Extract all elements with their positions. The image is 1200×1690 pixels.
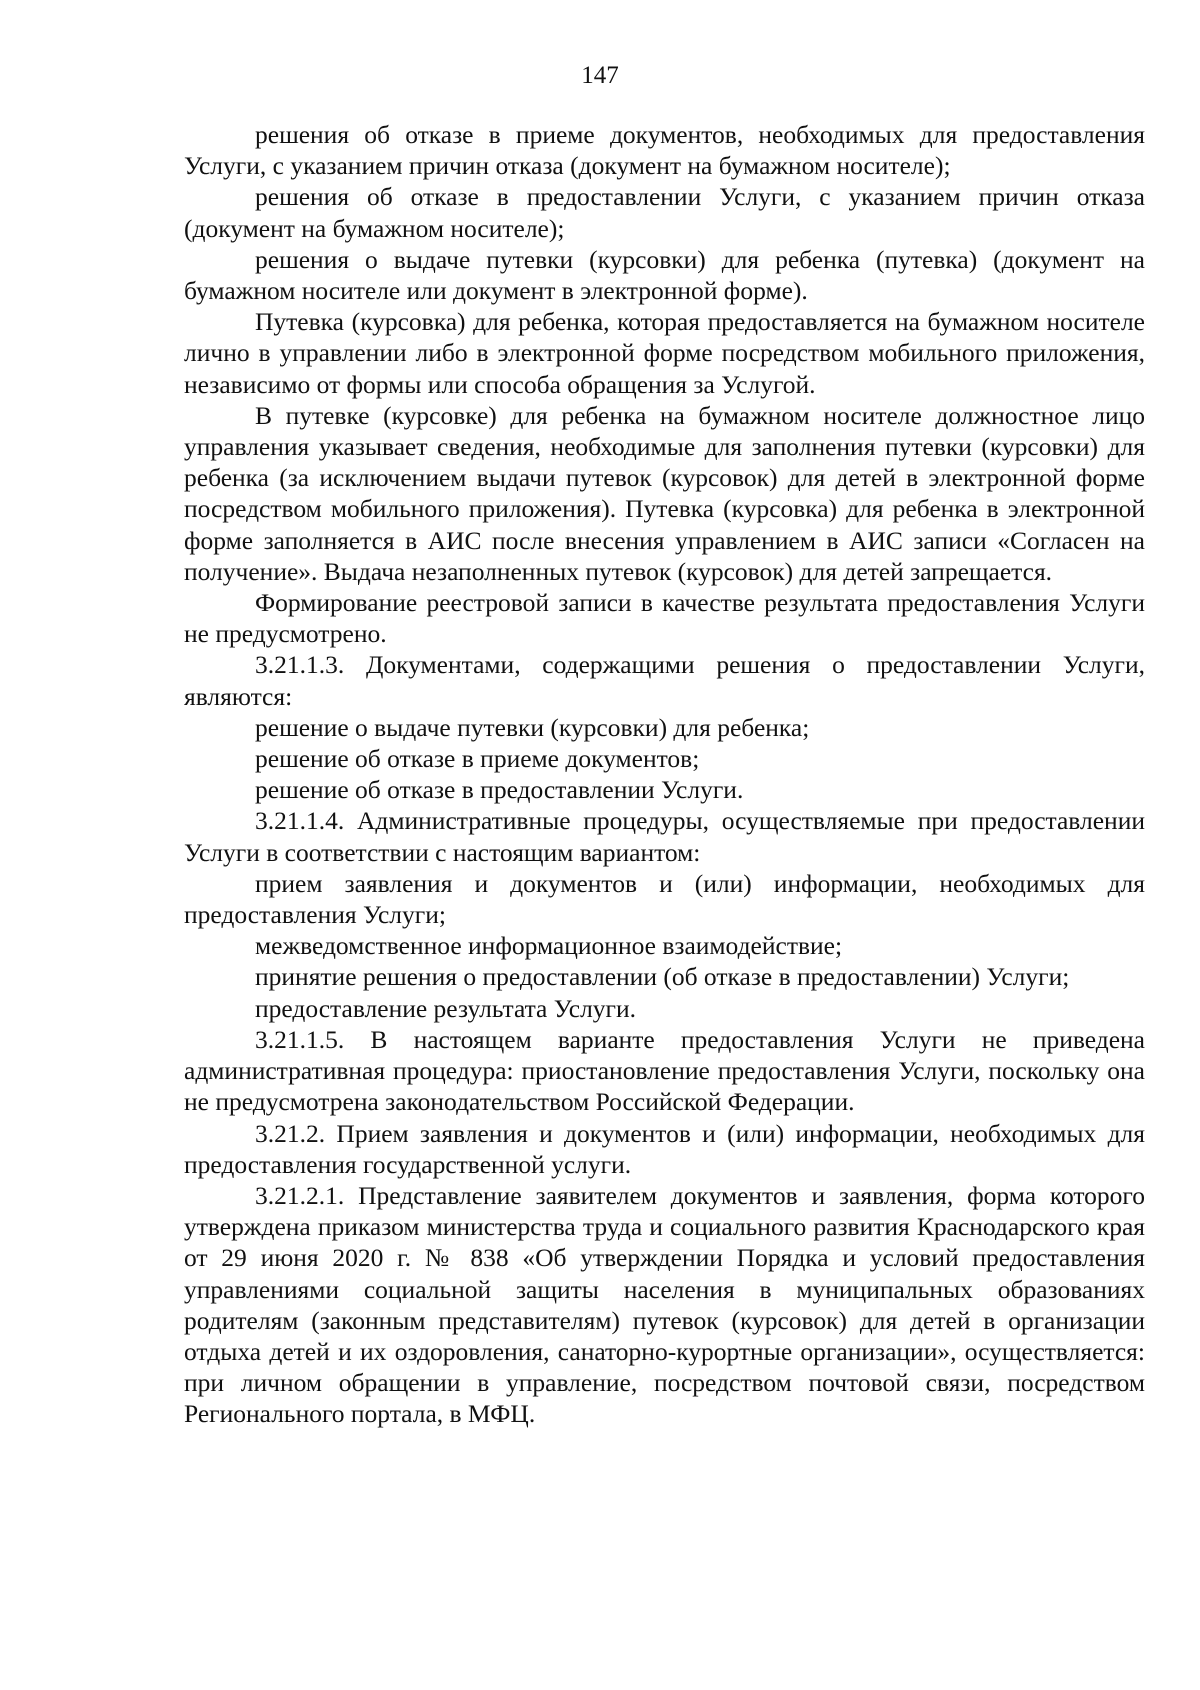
list-item-refusal-provision: решение об отказе в предоставлении Услуги. <box>255 775 744 805</box>
list-item-result-provision: предоставление результата Услуги. <box>255 993 637 1023</box>
paragraph-voucher-filling: В путевке (курсовке) для ребенка на бумажном носителе должностное лицо управления указывает сведения, необходимые для заполнения путевки (курсовки) для ребенка (за исключением выдачи путевок (курсовок) для детей в электронной форме посредством мобильного приложения). Путевка (курсовка) для ребенка в электронной форме заполняется в АИС после внесения управлением в АИС записи «Согласен на получение». Выдача незаполненных путевок (курсовок) для детей запрещается. <box>184 400 1145 586</box>
paragraph-3-21-2-1: 3.21.2.1. Представление заявителем документов и заявления, форма которого утверждена приказом министерства труда и социального развития Краснодарского края от 29 июня 2020 г. № 838 «Об утверждении Порядка и условий предоставления управлениями социальной защиты населения в муниципальных образованиях родителям (законным представителям) путевок (курсовок) для детей в организации отдыха детей и их оздоровления, санаторно-курортные организации», осуществляется: при личном обращении в управление, посредством почтовой связи, посредством Регионального портала, в МФЦ. <box>184 1180 1145 1429</box>
list-item-decision-making: принятие решения о предоставлении (об отказе в предоставлении) Услуги; <box>255 962 1070 992</box>
list-item-decision-issue: решение о выдаче путевки (курсовки) для ребенка; <box>255 712 810 742</box>
paragraph-refusal-documents: решения об отказе в приеме документов, необходимых для предоставления Услуги, с указанием причин отказа (документ на бумажном носителе); <box>184 120 1145 181</box>
paragraph-registry-record: Формирование реестровой записи в качестве результата предоставления Услуги не предусмотрено. <box>184 588 1145 649</box>
list-item-refusal-acceptance: решение об отказе в приеме документов; <box>255 744 700 774</box>
paragraph-voucher-delivery: Путевка (курсовка) для ребенка, которая предоставляется на бумажном носителе лично в управлении либо в электронной форме посредством мобильного приложения, независимо от формы или способа обращения за Услугой. <box>184 307 1145 399</box>
page-number: 147 <box>581 62 619 89</box>
paragraph-3-21-2: 3.21.2. Прием заявления и документов и (или) информации, необходимых для предоставления государственной услуги. <box>184 1118 1145 1179</box>
paragraph-3-21-1-4: 3.21.1.4. Административные процедуры, осуществляемые при предоставлении Услуги в соответствии с настоящим вариантом: <box>184 806 1145 867</box>
list-item-application-acceptance: прием заявления и документов и (или) информации, необходимых для предоставления Услуги; <box>184 868 1145 930</box>
list-item-interagency: межведомственное информационное взаимодействие; <box>255 931 843 961</box>
paragraph-3-21-1-5: 3.21.1.5. В настоящем варианте предоставления Услуги не приведена административная процедура: приостановление предоставления Услуги, поскольку она не предусмотрена законодательством Российской Федерации. <box>184 1024 1145 1117</box>
document-body <box>184 119 1145 1430</box>
paragraph-voucher-decision: решения о выдаче путевки (курсовки) для ребенка (путевка) (документ на бумажном носителе или документ в электронной форме). <box>184 244 1145 306</box>
paragraph-refusal-service: решения об отказе в предоставлении Услуги, с указанием причин отказа (документ на бумажном носителе); <box>184 182 1145 243</box>
paragraph-3-21-1-3: 3.21.1.3. Документами, содержащими решения о предоставлении Услуги, являются: <box>184 650 1145 711</box>
